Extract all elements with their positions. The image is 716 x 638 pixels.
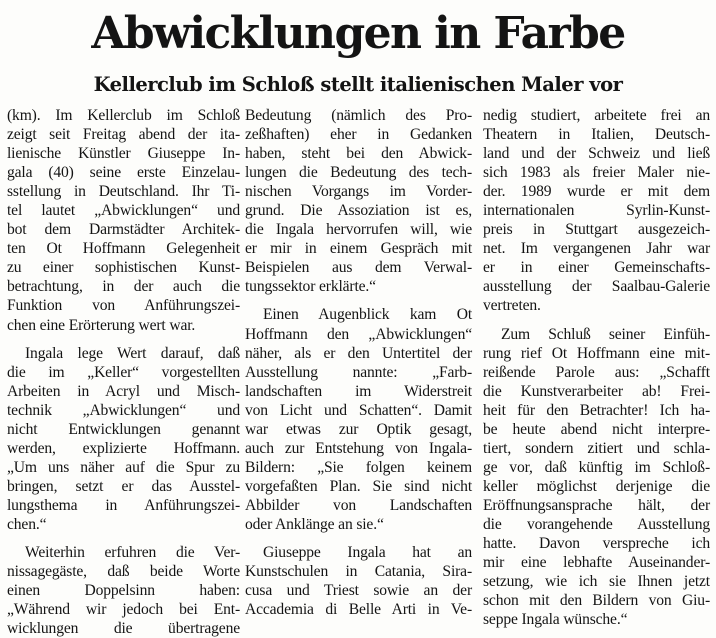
headline: Abwicklungen in Farbe bbox=[91, 8, 625, 59]
text-line: ge vor, daß künftig im Schloß- bbox=[483, 458, 710, 476]
text-line: haben, steht bei den Abwick- bbox=[245, 145, 472, 163]
text-line: Giuseppe Ingala hat an bbox=[263, 544, 472, 562]
text-line: Zum Schluß seiner Einfüh- bbox=[501, 325, 710, 343]
text-line: Abbilder von Landschaften bbox=[245, 496, 472, 514]
text-line: lungen die Bedeutung des tech- bbox=[245, 164, 472, 182]
text-line: cusa und Triest sowie an der bbox=[245, 582, 472, 600]
text-line: wicklungen die übertragene bbox=[7, 620, 240, 638]
text-line: Einen Augenblick kam Ot bbox=[263, 306, 472, 324]
text-line: lungsthema in Anführungszei- bbox=[7, 496, 240, 514]
text-line: schon mit den Bildern von Giu- bbox=[483, 592, 710, 610]
text-line: Funktion von Anführungszei- bbox=[7, 297, 240, 315]
text-line: technik „Abwicklungen“ und bbox=[7, 401, 240, 419]
text-line: tiert, sondern zitiert und schla- bbox=[483, 439, 710, 457]
text-line: oder Anklänge an sie.“ bbox=[245, 515, 384, 533]
text-line: sstellung in Deutschland. Ihr Ti- bbox=[7, 183, 240, 201]
text-line: werden, explizierte Hoffmann. bbox=[7, 439, 240, 457]
text-line: Bedeutung (nämlich des Pro- bbox=[245, 107, 472, 124]
text-line: zeigt seit Freitag abend der ita- bbox=[7, 126, 240, 144]
text-line: einen Doppelsinn haben: bbox=[7, 582, 240, 600]
text-line: tungssektor erklärte.“ bbox=[245, 278, 376, 296]
text-line: Theatern in Italien, Deutsch- bbox=[483, 126, 710, 144]
text-line: setzung, wie ich sie Ihnen jetzt bbox=[483, 573, 710, 591]
text-line: ausstellung der Saalbau-Galerie bbox=[483, 278, 710, 296]
text-line: vertreten. bbox=[483, 297, 541, 315]
text-line: chen eine Erörterung wert war. bbox=[7, 316, 196, 334]
text-line: seppe Ingala wünsche.“ bbox=[483, 611, 628, 629]
paragraph bbox=[245, 305, 472, 534]
text-line: die vorangehende Ausstellung bbox=[483, 515, 710, 533]
text-line: „Um uns näher auf die Spur zu bbox=[7, 458, 240, 476]
paragraph bbox=[245, 543, 472, 619]
text-line: die im „Keller“ vorgestellten bbox=[7, 363, 240, 381]
text-line: auch zur Entstehung von Ingala- bbox=[245, 439, 472, 457]
text-line: Bildern: „Sie folgen keinem bbox=[245, 458, 472, 476]
paragraph bbox=[245, 106, 472, 296]
text-line: mir eine lebhafte Auseinander- bbox=[483, 554, 710, 572]
text-line: keller möglichst derjenige die bbox=[483, 477, 710, 495]
text-line: tel lautet „Abwicklungen“ und bbox=[7, 202, 240, 220]
text-line: nissagegäste, daß beide Worte bbox=[7, 563, 240, 581]
text-line: internationalen Syrlin-Kunst- bbox=[483, 202, 710, 220]
text-line: chen.“ bbox=[7, 515, 47, 533]
text-line: er mir in einem Gespräch mit bbox=[245, 240, 472, 258]
text-line: zeßhaften) eher in Gedanken bbox=[245, 126, 472, 144]
text-line: be heute abend nicht interpre- bbox=[483, 420, 710, 438]
text-line: „Während wir jedoch bei Ent- bbox=[7, 601, 240, 619]
text-line: er in einer Gemeinschafts- bbox=[483, 259, 710, 277]
text-line: gala (40) seine erste Einzelau- bbox=[7, 164, 240, 182]
text-line: Ingala lege Wert darauf, daß bbox=[25, 344, 240, 362]
text-line: die Kunstverarbeiter ab! Frei- bbox=[483, 382, 710, 400]
article-column-2 bbox=[245, 106, 472, 619]
text-line: war etwas zur Optik gesagt, bbox=[245, 420, 472, 438]
subheadline: Kellerclub im Schloß stellt italienischen Maler vor bbox=[93, 73, 623, 96]
text-line: (km). Im Kellerclub im Schloß bbox=[7, 107, 240, 124]
paragraph bbox=[7, 344, 240, 534]
text-line: reißende Parole aus: „Schafft bbox=[483, 363, 710, 381]
text-line: sich 1983 als freier Maler nie- bbox=[483, 164, 710, 182]
text-line: betrachtung, in der auch die bbox=[7, 278, 240, 296]
text-line: Beispielen aus dem Verwal- bbox=[245, 259, 472, 277]
text-line: zu einer sophistischen Kunst- bbox=[7, 259, 240, 277]
text-line: land und der Schweiz und ließ bbox=[483, 145, 710, 163]
text-line: die Ingala hervorrufen will, wie bbox=[245, 221, 472, 239]
text-line: heit für den Betrachter! Ich ha- bbox=[483, 401, 710, 419]
text-line: preis in Stuttgart ausgezeich- bbox=[483, 221, 710, 239]
article-column-1 bbox=[7, 106, 240, 638]
text-line: lienische Künstler Giuseppe In- bbox=[7, 145, 240, 163]
text-line: bringen, setzt er das Ausstel- bbox=[7, 477, 240, 495]
text-line: rung rief Ot Hoffmann eine mit- bbox=[483, 344, 710, 362]
text-line: näher, als er den Untertitel der bbox=[245, 344, 472, 362]
text-line: nischen Vorgangs im Vorder- bbox=[245, 183, 472, 201]
text-line: Ausstellung nannte: „Farb- bbox=[245, 363, 472, 381]
text-line: von Licht und Schatten“. Damit bbox=[245, 401, 472, 419]
text-line: nicht Entwicklungen genannt bbox=[7, 420, 240, 438]
text-line: der. 1989 wurde er mit dem bbox=[483, 183, 710, 201]
text-line: Weiterhin erfuhren die Ver- bbox=[25, 544, 240, 562]
text-line: vorgefaßten Plan. Sie sind nicht bbox=[245, 477, 472, 495]
text-line: landschaften im Widerstreit bbox=[245, 382, 472, 400]
text-line: bot dem Darmstädter Architek- bbox=[7, 221, 240, 239]
text-line: net. Im vergangenen Jahr war bbox=[483, 240, 710, 258]
paragraph bbox=[483, 106, 710, 316]
paragraph bbox=[7, 106, 240, 335]
text-line: grund. Die Assoziation ist es, bbox=[245, 202, 472, 220]
text-line: ten Ot Hoffmann Gelegenheit bbox=[7, 240, 240, 258]
text-line: hatte. Davon verspreche ich bbox=[483, 535, 710, 553]
article-column-3 bbox=[483, 106, 710, 629]
text-line: Arbeiten in Acryl und Misch- bbox=[7, 382, 240, 400]
text-line: nedig studiert, arbeitete frei an bbox=[483, 107, 710, 124]
paragraph bbox=[483, 325, 710, 630]
text-line: Accademia di Belle Arti in Ve- bbox=[245, 601, 472, 619]
text-line: Eröffnungsansprache hält, der bbox=[483, 496, 710, 514]
text-line: Kunstschulen in Catania, Sira- bbox=[245, 563, 472, 581]
text-line: Hoffmann den „Abwicklungen“ bbox=[245, 325, 472, 343]
paragraph bbox=[7, 543, 240, 638]
